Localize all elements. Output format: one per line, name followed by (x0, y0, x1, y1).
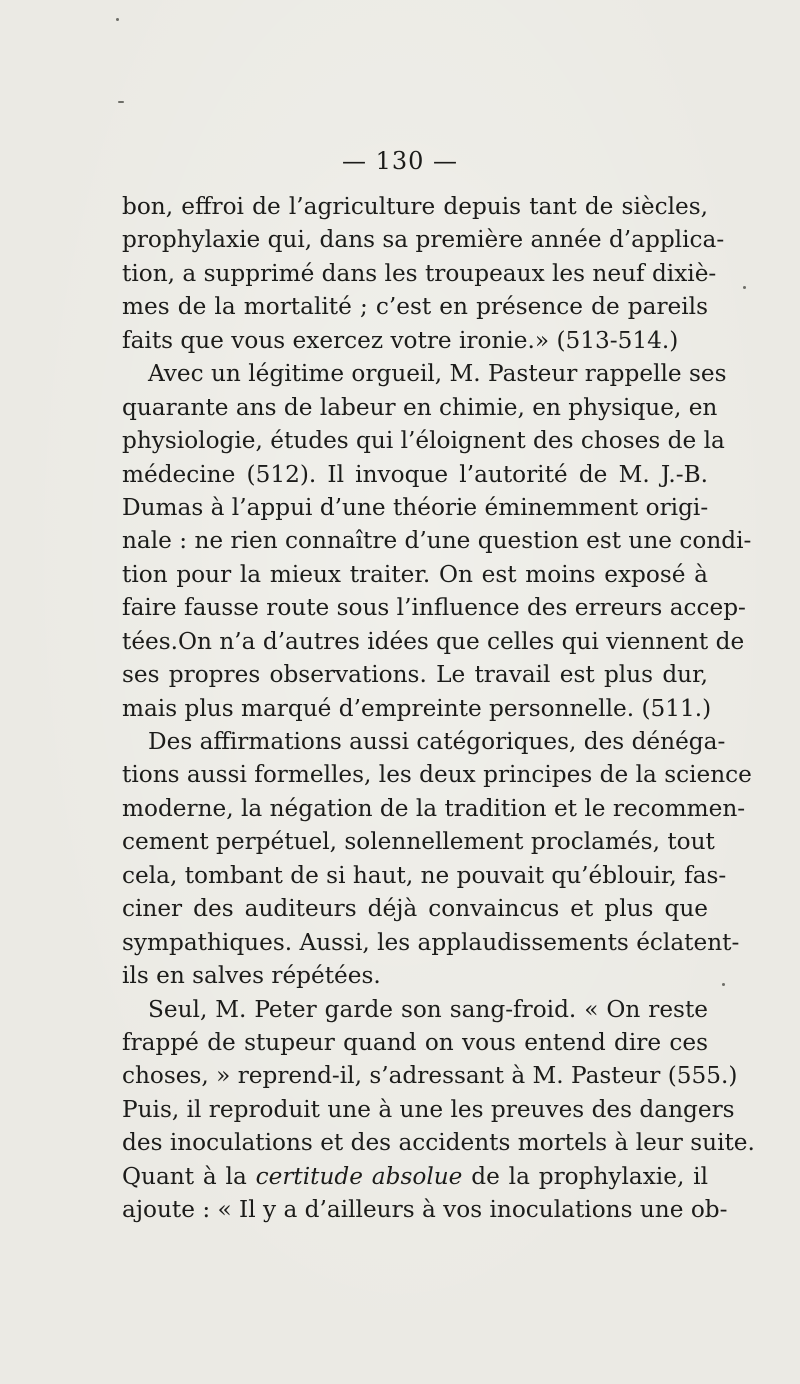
text-line: Puis, il reproduit une à une les preuves des dangers (122, 1095, 735, 1123)
text-line: moderne, la négation de la tradition et le recommen- (122, 794, 746, 822)
page-number: — 130 — (341, 147, 459, 175)
italic-phrase: certitude absolue (255, 1162, 463, 1190)
text-line: tions aussi formelles, les deux principes de la science (122, 761, 752, 789)
text-line: tion pour la mieux traiter. On est moins exposé à (122, 560, 708, 588)
paragraph-start-line: Avec un légitime orgueil, M. Pasteur rappelle ses (148, 360, 727, 388)
text-line: prophylaxie qui, dans sa première année d’applica- (122, 226, 725, 254)
text-line: cement perpétuel, solennellement proclamés, tout (122, 828, 715, 856)
text-line: médecine (512). Il invoque l’autorité de M. J.-B. (122, 460, 708, 488)
text-line: Dumas à l’appui d’une théorie éminemment origi- (122, 493, 709, 521)
text-line: tion, a supprimé dans les troupeaux les neuf dixiè- (122, 259, 717, 287)
body-text (122, 190, 755, 1227)
text-line: frappé de stupeur quand on vous entend dire ces (122, 1028, 708, 1056)
text-line: faire fausse route sous l’influence des erreurs accep- (122, 594, 746, 622)
text-line: mes de la mortalité ; c’est en présence de pareils (122, 293, 708, 321)
text-line: ses propres observations. Le travail est plus dur, (122, 661, 708, 689)
paragraph-start-line: Des affirmations aussi catégoriques, des dénéga- (148, 728, 726, 755)
text-segment: de la prophylaxie, il (462, 1162, 708, 1190)
text-line: mais plus marqué d’empreinte personnelle. (511.) (122, 694, 712, 722)
text-line: physiologie, études qui l’éloignent des choses de la (122, 427, 725, 455)
text-line: cela, tombant de si haut, ne pouvait qu’éblouir, fas- (122, 861, 727, 889)
text-line: choses, » reprend-il, s’adressant à M. Pasteur (555.) (122, 1062, 738, 1090)
text-line: nale : ne rien connaître d’une question est une condi- (122, 527, 752, 555)
paper-speck (118, 101, 124, 103)
text-line: ciner des auditeurs déjà convaincus et plus que (122, 895, 708, 923)
text-line: quarante ans de labeur en chimie, en physique, en (122, 393, 718, 421)
text-line: faits que vous exercez votre ironie.» (513-514.) (122, 326, 679, 354)
paper-speck (116, 18, 119, 21)
text-line: bon, effroi de l’agriculture depuis tant de siècles, (122, 193, 708, 220)
text-line: ils en salves répétées. (122, 962, 381, 990)
text-line: des inoculations et des accidents mortels à leur suite. (122, 1129, 755, 1157)
paper-speck (722, 983, 725, 986)
text-segment: Quant à la (122, 1162, 256, 1190)
text-line-with-italic (122, 1160, 708, 1193)
text-line: sympathiques. Aussi, les applaudissements éclatent- (122, 928, 740, 956)
text-line: tées.On n’a d’autres idées que celles qui viennent de (122, 627, 745, 655)
text-line: ajoute : « Il y a d’ailleurs à vos inoculations une ob- (122, 1196, 728, 1224)
paper-speck (743, 286, 746, 289)
paragraph-start-line: Seul, M. Peter garde son sang-froid. « On reste (148, 995, 708, 1023)
